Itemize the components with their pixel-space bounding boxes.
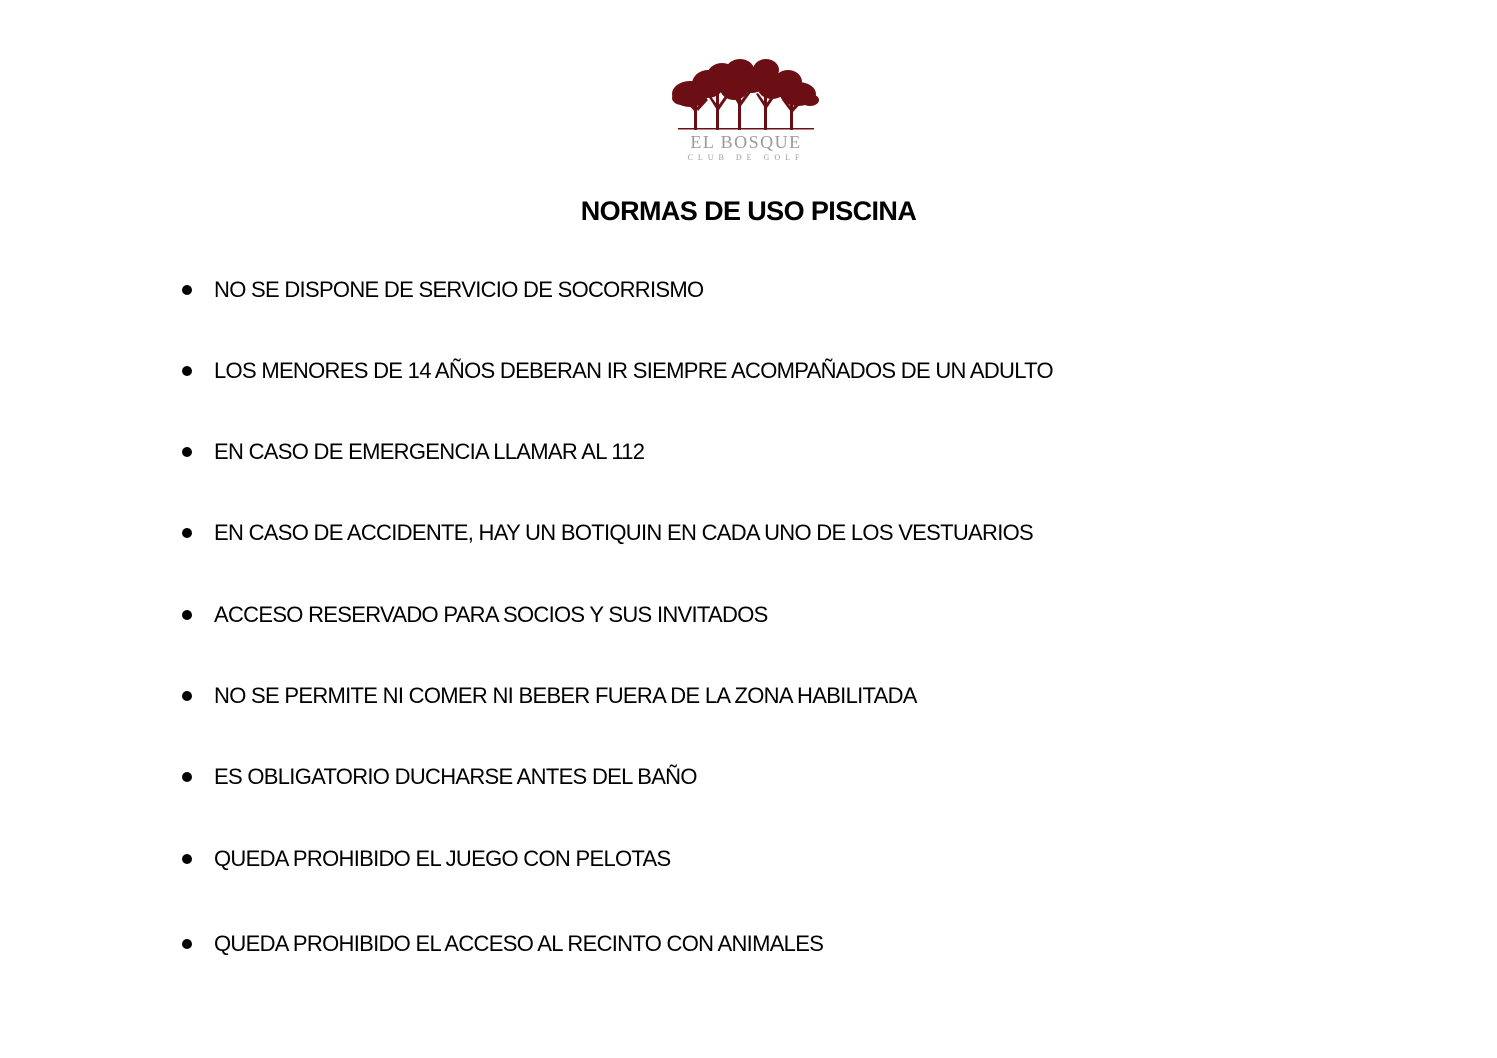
rule-text: LOS MENORES DE 14 AÑOS DEBERAN IR SIEMPRE ACOMPAÑADOS DE UN ADULTO [214,358,1053,383]
page-title: NORMAS DE USO PISCINA [580,196,917,226]
bullet-icon [182,366,192,376]
rule-text: QUEDA PROHIBIDO EL ACCESO AL RECINTO CON ANIMALES [214,931,824,956]
rule-text: NO SE DISPONE DE SERVICIO DE SOCORRISMO [214,277,704,302]
rule-text: ES OBLIGATORIO DUCHARSE ANTES DEL BAÑO [214,764,697,789]
club-logo [668,56,824,164]
bullet-icon [182,528,192,538]
rule-text: NO SE PERMITE NI COMER NI BEBER FUERA DE LA ZONA HABILITADA [214,683,917,708]
logo-tagline: CLUB DE GOLF [687,153,805,162]
bullet-icon [182,447,192,457]
rule-text: ACCESO RESERVADO PARA SOCIOS Y SUS INVITADOS [214,602,768,627]
rule-text: QUEDA PROHIBIDO EL JUEGO CON PELOTAS [214,846,671,871]
rule-text: EN CASO DE ACCIDENTE, HAY UN BOTIQUIN EN CADA UNO DE LOS VESTUARIOS [214,520,1034,545]
bullet-icon [182,939,192,949]
rule-text: EN CASO DE EMERGENCIA LLAMAR AL 112 [214,439,645,464]
tree-logo-icon [668,56,824,164]
bullet-icon [182,691,192,701]
bullet-icon [182,854,192,864]
bullet-icon [182,285,192,295]
bullet-icon [182,610,192,620]
bullet-icon [182,772,192,782]
logo-brand-name: EL BOSQUE [690,132,802,152]
